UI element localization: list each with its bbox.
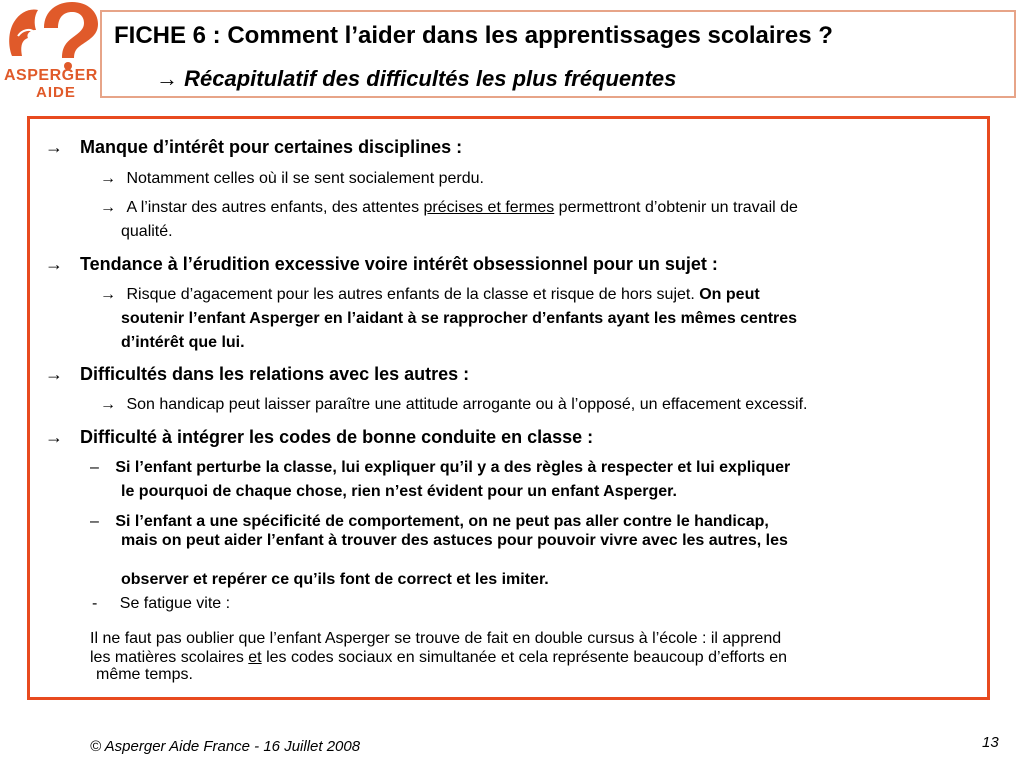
section-4-item-1-line-2: le pourquoi de chaque chose, rien n’est évident pour un enfant Asperger.: [121, 483, 677, 500]
page-title: FICHE 6 : Comment l’aider dans les apprentissages scolaires ?: [114, 22, 833, 49]
note-line-3: même temps.: [96, 666, 193, 683]
subtitle-text: Récapitulatif des difficultés les plus fréquentes: [184, 66, 677, 91]
section-4-item-2-line-2: mais on peut aider l’enfant à trouver des astuces pour pouvoir vivre avec les autres, les: [121, 532, 788, 549]
logo-text-aide: AIDE: [36, 84, 76, 101]
section-4-item-1-text: Si l’enfant perturbe la classe, lui expliquer qu’il y a des règles à respecter et lui expliquer: [115, 459, 791, 476]
bullet-arrow-icon: →: [45, 364, 63, 384]
subtitle-arrow-icon: →: [156, 66, 178, 91]
fatigue-item: [92, 595, 230, 613]
bullet-arrow-icon: →: [45, 427, 63, 447]
section-2-heading: Tendance à l’érudition excessive voire intérêt obsessionnel pour un sujet :: [80, 254, 718, 274]
section-1-item-1-text: Notamment celles où il se sent socialement perdu.: [126, 170, 484, 187]
asperger-aide-logo: [0, 0, 100, 100]
logo-text-asperger: ASPERGER: [4, 67, 98, 84]
section-3-item-1: [100, 396, 808, 414]
note-line-2: [90, 649, 787, 667]
note-line-2-text: les matières scolaires: [90, 649, 249, 666]
section-2-item-1-line-2: soutenir l’enfant Asperger en l’aidant à se rapprocher d’enfants ayant les mêmes centres: [121, 310, 798, 327]
section-1-item-2-text: A l’instar des autres enfants, des attentes: [126, 199, 424, 216]
note-line-1: Il ne faut pas oublier que l’enfant Asperger se trouve de fait en double cursus à l’école : il apprend: [90, 630, 782, 647]
section-1-item-2: [100, 199, 798, 217]
section-4-item-2-text: Si l’enfant a une spécificité de comportement, on ne peut pas aller contre le handicap,: [115, 513, 769, 530]
sub-arrow-icon: →: [100, 199, 116, 216]
dash-marker: –: [90, 513, 99, 530]
page-subtitle: [156, 66, 676, 92]
section-4-heading: Difficulté à intégrer les codes de bonne conduite en classe :: [80, 427, 594, 447]
section-1-item-2-text-end: permettront d’obtenir un travail de: [554, 199, 798, 216]
fatigue-text: Se fatigue vite :: [119, 595, 231, 612]
section-1-heading: Manque d’intérêt pour certaines disciplines :: [80, 137, 463, 157]
section-2-item-1: [100, 286, 760, 304]
logo-question-mark-icon: [0, 0, 100, 70]
sub-arrow-icon: →: [100, 170, 116, 187]
section-1-item-2-underline: précises et fermes: [423, 199, 555, 216]
note-line-2-underline: et: [248, 649, 262, 666]
sub-arrow-icon: →: [100, 396, 116, 413]
section-4-item-2-line-3: observer et repérer ce qu’ils font de correct et les imiter.: [121, 571, 549, 588]
section-2-item-1-line-3: d’intérêt que lui.: [121, 334, 245, 351]
section-3: [45, 364, 469, 385]
section-1-item-2-line-2: qualité.: [121, 223, 173, 240]
section-1-item-1: [100, 170, 484, 188]
section-2: [45, 254, 718, 275]
footer-copyright: © Asperger Aide France - 16 Juillet 2008: [90, 738, 361, 755]
sub-arrow-icon: →: [100, 286, 116, 303]
section-4-item-2: [90, 513, 769, 531]
section-1: [45, 137, 462, 158]
note-line-2-text-end: les codes sociaux en simultanée et cela représente beaucoup d’efforts en: [261, 649, 787, 666]
bullet-arrow-icon: →: [45, 137, 63, 157]
section-2-item-1-bold: On peut: [699, 286, 760, 303]
bullet-arrow-icon: →: [45, 254, 63, 274]
section-4-item-1: [90, 459, 790, 477]
section-2-item-1-text: Risque d’agacement pour les autres enfants de la classe et risque de hors sujet.: [126, 286, 700, 303]
dash-marker: –: [90, 459, 99, 476]
page-number: 13: [982, 734, 999, 751]
dash-marker: -: [92, 595, 98, 612]
section-4: [45, 427, 593, 448]
section-3-item-1-text: Son handicap peut laisser paraître une attitude arrogante ou à l’opposé, un effacement excessif.: [126, 396, 808, 413]
section-3-heading: Difficultés dans les relations avec les autres :: [80, 364, 470, 384]
